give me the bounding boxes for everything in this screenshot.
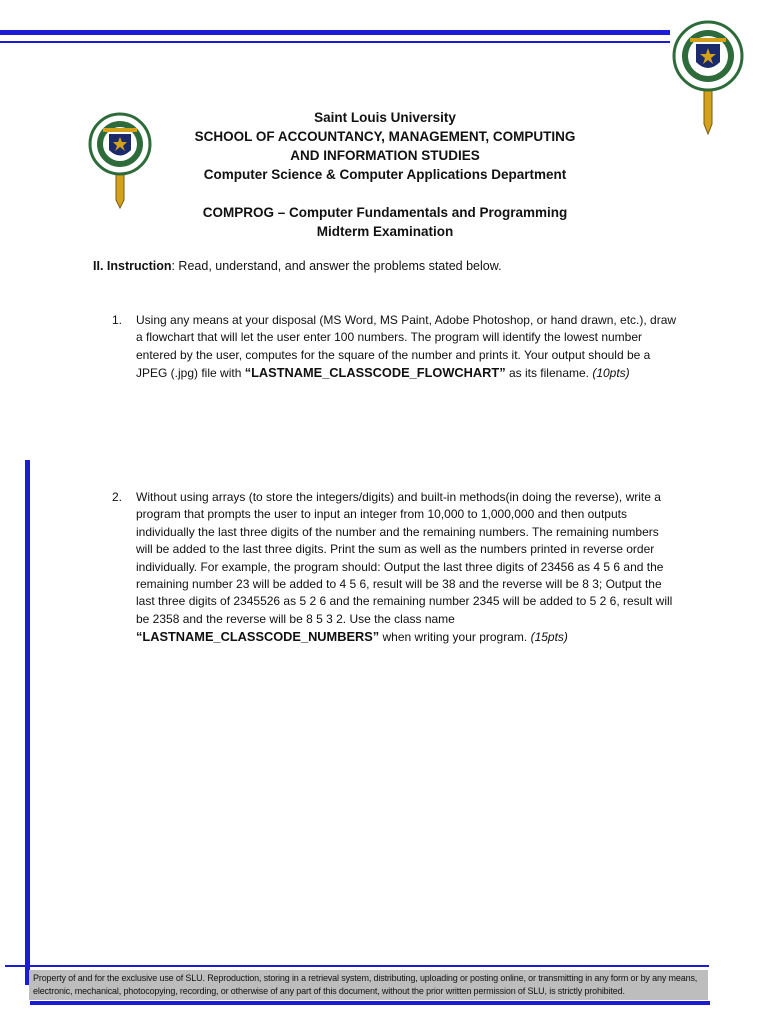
- instruction-label: II. Instruction: [93, 259, 172, 273]
- question-body-end: when writing your program.: [379, 630, 531, 645]
- question-item: [112, 312, 677, 383]
- copyright-notice: Property of and for the exclusive use of SLU. Reproduction, storing in a retrieval system, distributing, uploading or posting online, or transmitting in any form or by any means, electronic, mechanical, photocopying, recording, or otherwise of any part of this document, without the prior written permission of SLU, is strictly prohibited.: [29, 970, 708, 1000]
- department-name: Computer Science & Computer Applications Department: [203, 167, 567, 182]
- question-item: [112, 489, 677, 647]
- left-rule: [25, 460, 30, 985]
- question-text: [136, 312, 677, 383]
- course-title: COMPROG – Computer Fundamentals and Programming: [202, 205, 568, 220]
- university-seal-logo-left: [84, 106, 156, 210]
- question-body: Using any means at your disposal (MS Word, MS Paint, Adobe Photoshop, or hand drawn, etc.), draw a flowchart that will let the user enter 100 numbers. The program will identify the lowest number entered by the user, computes for the square of the number and prints it. Your output should be a JPEG (.jpg) file with: [136, 313, 677, 381]
- question-body: Without using arrays (to store the integers/digits) and built-in methods(in doing the reverse), write a program that prompts the user to input an integer from 10,000 to 1,000,000 and then outputs individually the last three digits of the number and the remaining numbers. The remaining numbers will be added to the last three digits. Print the sum as well as the numbers printed in reverse order individually. For example, the program should: Output the last three digits of 23456 as 4 5 6 and the remaining number 23 will be added to 4 5 6, result will be 38 and the reverse will be 8 3; Output the last three digits of 2345526 as 5 2 6 and the remaining number 2345 will be added to 5 2 6, result will be 2358 and the reverse will be 8 5 3 2. Use the class name: [136, 490, 673, 626]
- bottom-rule-thick: [30, 1001, 710, 1005]
- instruction-text: : Read, understand, and answer the problems stated below.: [171, 259, 502, 273]
- document-header: [170, 108, 600, 241]
- top-rule-thin: [0, 41, 670, 43]
- university-name: Saint Louis University: [314, 110, 456, 125]
- exam-title: Midterm Examination: [316, 224, 454, 239]
- question-points: (15pts): [530, 630, 568, 645]
- school-name-line1: SCHOOL OF ACCOUNTANCY, MANAGEMENT, COMPUTING: [194, 129, 576, 144]
- university-seal-logo: [668, 12, 748, 136]
- instruction-line: [93, 259, 502, 273]
- required-classname: “LASTNAME_CLASSCODE_NUMBERS”: [136, 629, 380, 645]
- question-points: (10pts): [592, 366, 630, 381]
- question-body-end: as its filename.: [505, 366, 593, 381]
- question-text: [136, 489, 677, 647]
- bottom-rule-thin: [5, 965, 709, 967]
- question-number: 1.: [112, 313, 123, 327]
- required-filename: “LASTNAME_CLASSCODE_FLOWCHART”: [244, 365, 506, 381]
- question-number: 2.: [112, 490, 123, 504]
- top-rule-thick: [0, 30, 670, 35]
- school-name-line2: AND INFORMATION STUDIES: [290, 148, 480, 163]
